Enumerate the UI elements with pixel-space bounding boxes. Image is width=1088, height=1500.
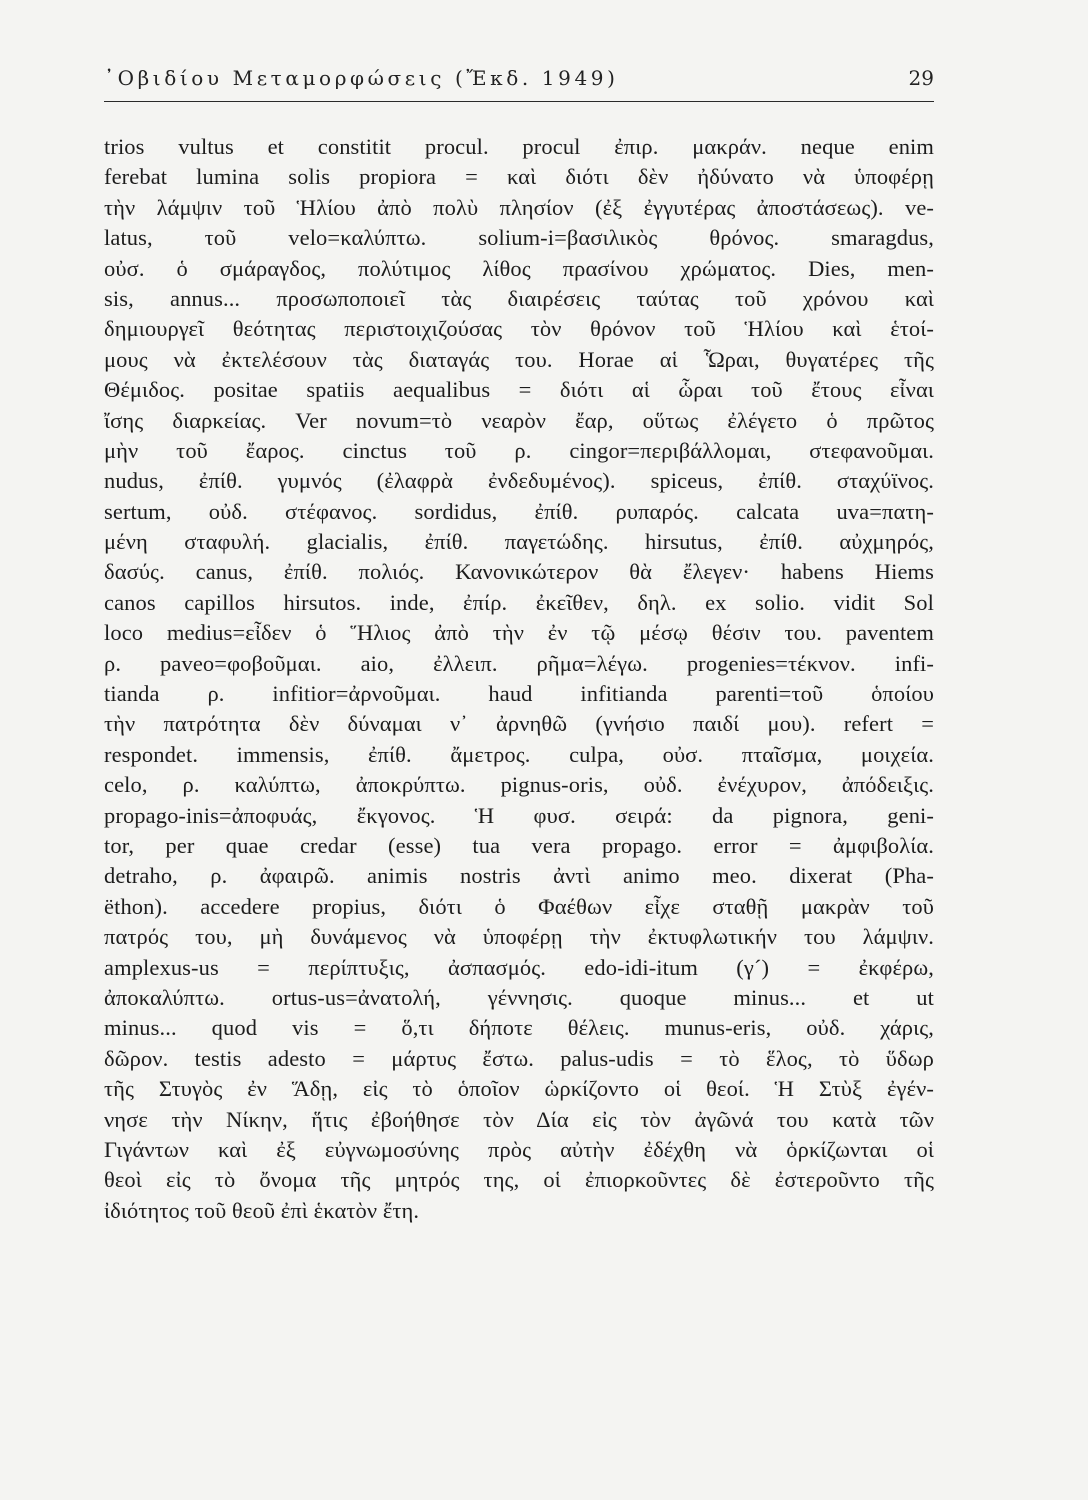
running-head: ᾿Οβιδίου Μεταμορφώσεις (Ἔκδ. 1949) <box>104 66 619 90</box>
text-line: sertum, οὐδ. στέφανος. sordidus, ἐπίθ. ρυπαρός. calcata uva=πατη- <box>104 498 934 524</box>
header-rule <box>104 101 934 102</box>
text-line: trios vultus et constitit procul. procul ἐπιρ. μακράν. neque enim <box>104 134 934 159</box>
text-line: τὴν λάμψιν τοῦ Ἡλίου ἀπὸ πολὺ πλησίον (ἐξ ἐγγυτέρας ἀποστάσεως). ve- <box>104 194 934 220</box>
text-line: respondet. immensis, ἐπίθ. ἄμετρος. culpa, οὐσ. πταῖσμα, μοιχεία. <box>104 741 934 767</box>
text-line: ferebat lumina solis propiora = καὶ διότι δὲν ἠδύνατο νὰ ὑποφέρῃ <box>104 164 934 190</box>
text-line: νησε τὴν Νίκην, ἥτις ἐβοήθησε τὸν Δία εἰς τὸν ἀγῶνά του κατὰ τῶν <box>104 1106 934 1132</box>
text-line: detraho, ρ. ἀφαιρῶ. animis nostris ἀντὶ animo meo. dixerat (Pha- <box>104 863 934 889</box>
text-line: latus, τοῦ velo=καλύπτω. solium-i=βασιλικὸς θρόνος. smaragdus, <box>104 225 934 251</box>
text-line: sis, annus... προσωποποιεῖ τὰς διαιρέσεις ταύτας τοῦ χρόνου καὶ <box>104 285 934 311</box>
page-number: 29 <box>908 66 934 90</box>
text-line: Γιγάντων καὶ ἐξ εὐγνωμοσύνης πρὸς αὐτὴν ἐδέχθη νὰ ὁρκίζωνται οἱ <box>104 1136 934 1162</box>
text-line: celo, ρ. καλύπτω, ἀποκρύπτω. pignus-oris, οὐδ. ἐνέχυρον, ἀπόδειξις. <box>104 772 934 798</box>
text-line: μένη σταφυλή. glacialis, ἐπίθ. παγετώδης. hirsutus, ἐπίθ. αὐχμηρός, <box>104 529 934 555</box>
text-line: τῆς Στυγὸς ἐν Ἅδῃ, εἰς τὸ ὁποῖον ὡρκίζοντο οἱ θεοί. Ἡ Στὺξ ἐγέν- <box>104 1076 934 1102</box>
page-header <box>104 66 934 96</box>
text-line: πατρός του, μὴ δυνάμενος νὰ ὑποφέρῃ τὴν ἐκτυφλωτικήν του λάμψιν. <box>104 924 934 950</box>
text-line: tor, per quae credar (esse) tua vera propago. error = ἀμφιβολία. <box>104 832 934 858</box>
text-line: amplexus-us = περίπτυξις, ἀσπασμός. edo-idi-itum (γ´) = ἐκφέρω, <box>104 954 934 980</box>
text-line: ἀποκαλύπτω. ortus-us=ἀνατολή, γέννησις. quoque minus... et ut <box>104 984 934 1010</box>
text-line: δημιουργεῖ θεότητας περιστοιχιζούσας τὸν θρόνον τοῦ Ἡλίου καὶ ἑτοί- <box>104 316 934 342</box>
text-line: δασύς. canus, ἐπίθ. πολιός. Κανονικώτερον θὰ ἔλεγεν· habens Hiems <box>104 559 934 585</box>
text-line: ëthon). accedere propius, διότι ὁ Φαέθων εἶχε σταθῇ μακρὰν τοῦ <box>104 893 934 919</box>
commentary-text <box>104 132 934 1226</box>
text-line: δῶρον. testis adesto = μάρτυς ἔστω. palus-udis = τὸ ἕλος, τὸ ὕδωρ <box>104 1045 934 1071</box>
text-line: θεοὶ εἰς τὸ ὄνομα τῆς μητρός της, οἱ ἐπιορκοῦντες δὲ ἐστεροῦντο τῆς <box>104 1167 934 1193</box>
text-line: loco medius=εἶδεν ὁ Ἥλιος ἀπὸ τὴν ἐν τῷ μέσῳ θέσιν του. paventem <box>104 620 934 646</box>
text-line: nudus, ἐπίθ. γυμνός (ἐλαφρὰ ἐνδεδυμένος). spiceus, ἐπίθ. σταχύϊνος. <box>104 468 934 494</box>
text-line: ρ. paveo=φοβοῦμαι. aio, ἐλλειπ. ρῆμα=λέγω. progenies=τέκνον. infi- <box>104 650 934 676</box>
text-line: tianda ρ. infitior=ἀρνοῦμαι. haud infitianda parenti=τοῦ ὁποίου <box>104 681 934 707</box>
text-line: minus... quod vis = ὅ,τι δήποτε θέλεις. munus-eris, οὐδ. χάρις, <box>104 1015 934 1041</box>
text-line: τὴν πατρότητα δὲν δύναμαι ν᾿ ἀρνηθῶ (γνήσιο παιδί μου). refert = <box>104 711 934 737</box>
text-line: οὐσ. ὁ σμάραγδος, πολύτιμος λίθος πρασίνου χρώματος. Dies, men- <box>104 255 934 281</box>
text-line: canos capillos hirsutos. inde, ἐπίρ. ἐκεῖθεν, δηλ. ex solio. vidit Sol <box>104 589 934 615</box>
text-line: ἰδιότητος τοῦ θεοῦ ἐπὶ ἑκατὸν ἔτη. <box>104 1197 420 1223</box>
text-line: μους νὰ ἐκτελέσουν τὰς διαταγάς του. Horae αἱ Ὧραι, θυγατέρες τῆς <box>104 346 934 372</box>
text-line: ἴσης διαρκείας. Ver novum=τὸ νεαρὸν ἔαρ, οὕτως ἐλέγετο ὁ πρῶτος <box>104 407 934 433</box>
text-line: propago-inis=ἀποφυάς, ἔκγονος. Ἡ φυσ. σειρά: da pignora, geni- <box>104 802 934 828</box>
text-line: μὴν τοῦ ἔαρος. cinctus τοῦ ρ. cingor=περιβάλλομαι, στεφανοῦμαι. <box>104 437 934 463</box>
text-line: Θέμιδος. positae spatiis aequalibus = διότι αἱ ὧραι τοῦ ἔτους εἶναι <box>104 377 934 403</box>
